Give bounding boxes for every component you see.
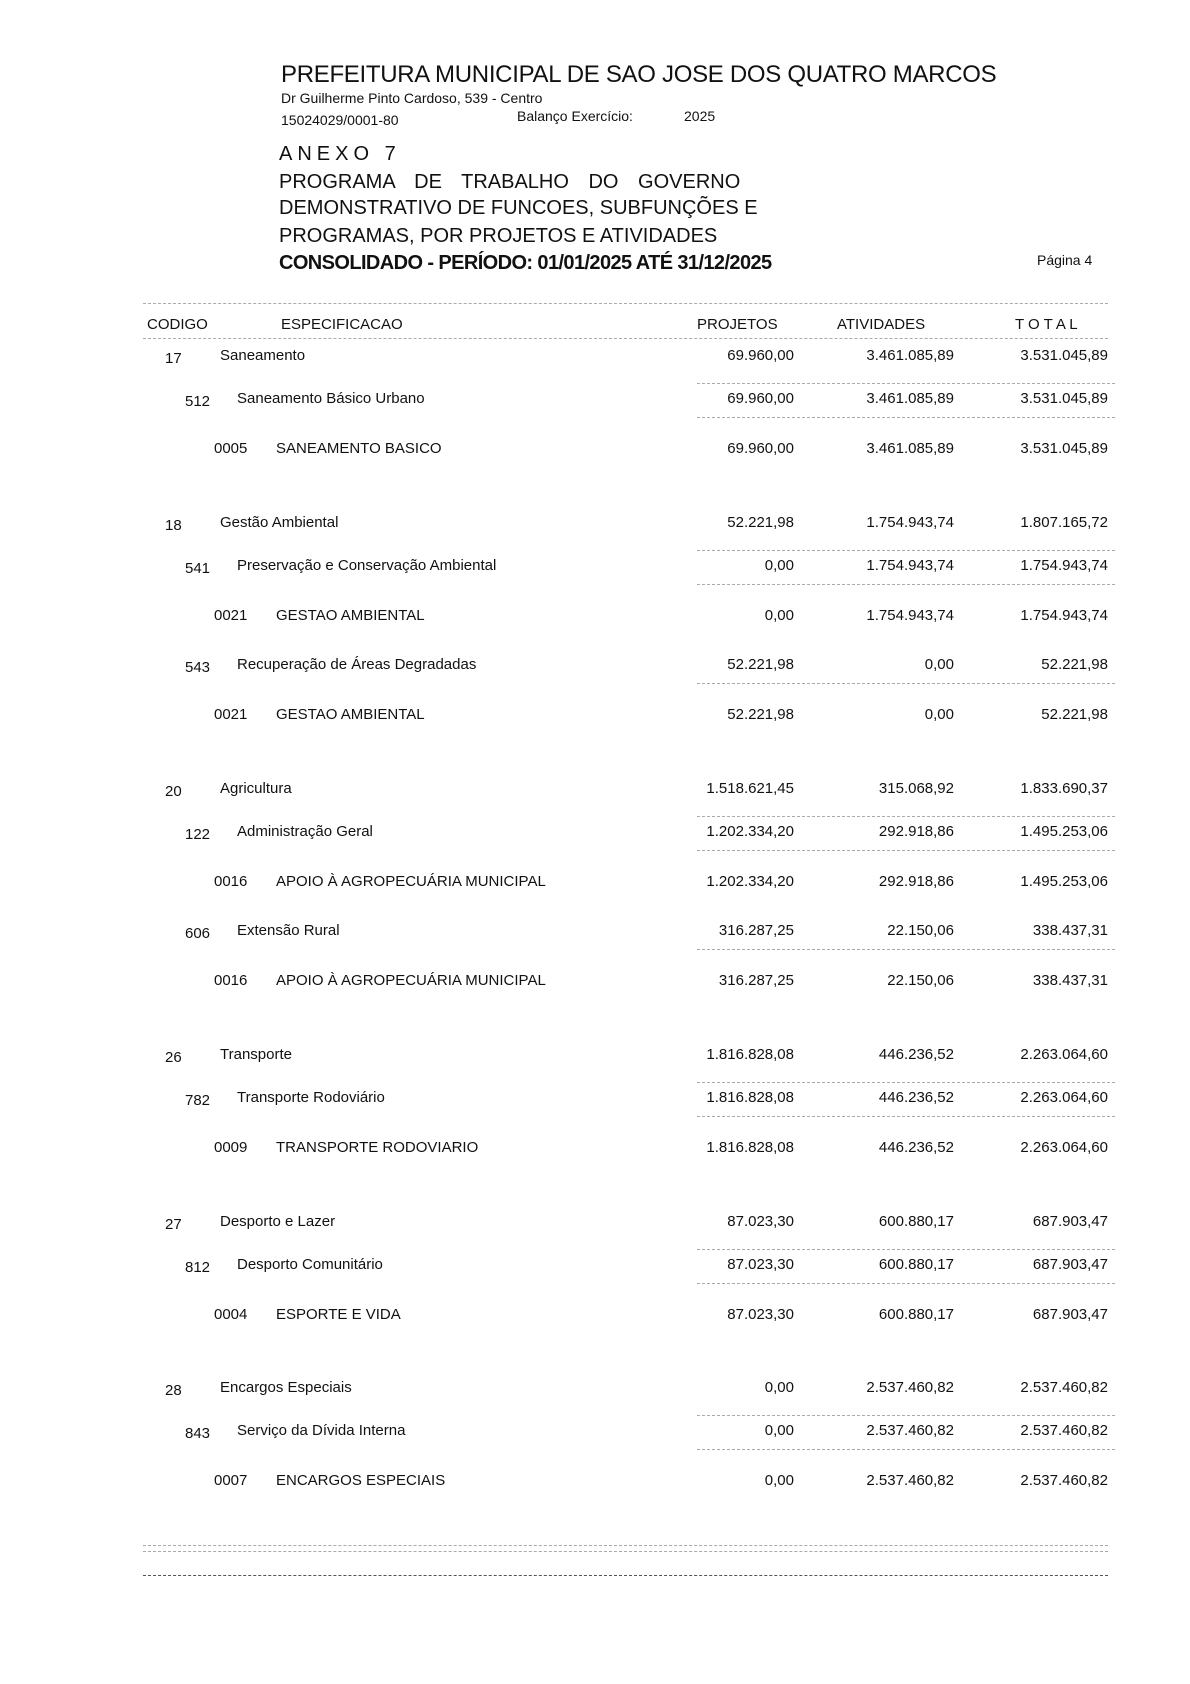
function-projetos: 1.816.828,08 — [706, 1046, 794, 1063]
subfunction-total: 52.221,98 — [1041, 656, 1108, 673]
subfunction-total: 1.495.253,06 — [1020, 823, 1108, 840]
header-top-divider — [143, 303, 1108, 304]
program-name: GESTAO AMBIENTAL — [276, 607, 425, 624]
program-projetos: 87.023,30 — [727, 1306, 794, 1323]
subfunction-total: 1.754.943,74 — [1020, 557, 1108, 574]
subfunction-total: 338.437,31 — [1032, 922, 1108, 939]
subfunction-divider — [697, 850, 1115, 851]
footer-divider-3 — [143, 1575, 1108, 1576]
function-divider — [697, 1082, 1115, 1083]
program-code: 0016 — [214, 972, 248, 989]
program-projetos: 0,00 — [764, 1472, 794, 1489]
function-total: 1.833.690,37 — [1020, 780, 1108, 797]
function-name: Transporte — [220, 1046, 292, 1063]
subfunction-atividades: 22.150,06 — [887, 922, 954, 939]
program-projetos: 316.287,25 — [718, 972, 794, 989]
program-total: 3.531.045,89 — [1020, 440, 1108, 457]
function-total: 687.903,47 — [1032, 1213, 1108, 1230]
subfunction-atividades: 292.918,86 — [878, 823, 954, 840]
function-code: 18 — [165, 517, 182, 534]
function-divider — [697, 1415, 1115, 1416]
subfunction-atividades: 1.754.943,74 — [866, 557, 954, 574]
subfunction-total: 2.537.460,82 — [1020, 1422, 1108, 1439]
program-title-line2: DEMONSTRATIVO DE FUNCOES, SUBFUNÇÕES E — [279, 197, 758, 219]
subfunction-name: Serviço da Dívida Interna — [237, 1422, 406, 1439]
program-atividades: 1.754.943,74 — [866, 607, 954, 624]
program-code: 0004 — [214, 1306, 248, 1323]
subfunction-code: 843 — [185, 1425, 211, 1442]
subfunction-atividades: 446.236,52 — [878, 1089, 954, 1106]
subfunction-projetos: 316.287,25 — [718, 922, 794, 939]
subfunction-projetos: 1.816.828,08 — [706, 1089, 794, 1106]
function-divider — [697, 816, 1115, 817]
function-code: 20 — [165, 783, 182, 800]
program-atividades: 446.236,52 — [878, 1139, 954, 1156]
footer-divider-2 — [143, 1551, 1108, 1552]
subfunction-atividades: 2.537.460,82 — [866, 1422, 954, 1439]
program-projetos: 1.816.828,08 — [706, 1139, 794, 1156]
function-atividades: 1.754.943,74 — [866, 514, 954, 531]
subfunction-atividades: 0,00 — [924, 656, 954, 673]
program-atividades: 600.880,17 — [878, 1306, 954, 1323]
program-name: APOIO À AGROPECUÁRIA MUNICIPAL — [276, 873, 546, 890]
program-code: 0009 — [214, 1139, 248, 1156]
header-bottom-divider — [143, 338, 1108, 339]
function-atividades: 315.068,92 — [878, 780, 954, 797]
program-total: 1.495.253,06 — [1020, 873, 1108, 890]
subfunction-code: 812 — [185, 1259, 211, 1276]
function-name: Gestão Ambiental — [220, 514, 339, 531]
page-number: Página 4 — [1037, 252, 1093, 268]
consolidated-period: CONSOLIDADO - PERÍODO: 01/01/2025 ATÉ 31/12/2025 — [279, 252, 772, 274]
function-divider — [697, 550, 1115, 551]
col-header-codigo: CODIGO — [147, 316, 208, 333]
program-total: 1.754.943,74 — [1020, 607, 1108, 624]
program-name: ESPORTE E VIDA — [276, 1306, 401, 1323]
function-total: 3.531.045,89 — [1020, 347, 1108, 364]
subfunction-divider — [697, 584, 1115, 585]
program-name: ENCARGOS ESPECIAIS — [276, 1472, 446, 1489]
program-atividades: 292.918,86 — [878, 873, 954, 890]
subfunction-divider — [697, 417, 1115, 418]
program-projetos: 0,00 — [764, 607, 794, 624]
subfunction-projetos: 1.202.334,20 — [706, 823, 794, 840]
function-name: Agricultura — [220, 780, 292, 797]
function-code: 27 — [165, 1216, 182, 1233]
program-code: 0005 — [214, 440, 248, 457]
balanco-label: Balanço Exercício: — [517, 108, 633, 124]
function-projetos: 69.960,00 — [727, 347, 794, 364]
program-code: 0021 — [214, 706, 248, 723]
subfunction-divider — [697, 1283, 1115, 1284]
subfunction-total: 3.531.045,89 — [1020, 390, 1108, 407]
program-name: APOIO À AGROPECUÁRIA MUNICIPAL — [276, 972, 546, 989]
function-name: Encargos Especiais — [220, 1379, 352, 1396]
function-code: 17 — [165, 350, 182, 367]
program-name: SANEAMENTO BASICO — [276, 440, 442, 457]
subfunction-divider — [697, 1449, 1115, 1450]
program-name: TRANSPORTE RODOVIARIO — [276, 1139, 479, 1156]
subfunction-projetos: 0,00 — [764, 557, 794, 574]
program-projetos: 52.221,98 — [727, 706, 794, 723]
subfunction-name: Extensão Rural — [237, 922, 340, 939]
subfunction-divider — [697, 949, 1115, 950]
program-code: 0021 — [214, 607, 248, 624]
program-title-line1: PROGRAMA DE TRABALHO DO GOVERNO — [279, 171, 741, 193]
subfunction-name: Preservação e Conservação Ambiental — [237, 557, 497, 574]
subfunction-code: 606 — [185, 925, 211, 942]
function-projetos: 52.221,98 — [727, 514, 794, 531]
program-name: GESTAO AMBIENTAL — [276, 706, 425, 723]
program-total: 338.437,31 — [1032, 972, 1108, 989]
function-name: Saneamento — [220, 347, 306, 364]
function-total: 1.807.165,72 — [1020, 514, 1108, 531]
program-projetos: 1.202.334,20 — [706, 873, 794, 890]
subfunction-atividades: 600.880,17 — [878, 1256, 954, 1273]
program-atividades: 22.150,06 — [887, 972, 954, 989]
function-projetos: 1.518.621,45 — [706, 780, 794, 797]
col-header-projetos: PROJETOS — [697, 316, 778, 333]
subfunction-projetos: 52.221,98 — [727, 656, 794, 673]
program-code: 0016 — [214, 873, 248, 890]
subfunction-name: Desporto Comunitário — [237, 1256, 383, 1273]
function-projetos: 87.023,30 — [727, 1213, 794, 1230]
subfunction-projetos: 0,00 — [764, 1422, 794, 1439]
subfunction-atividades: 3.461.085,89 — [866, 390, 954, 407]
function-code: 26 — [165, 1049, 182, 1066]
program-total: 687.903,47 — [1032, 1306, 1108, 1323]
program-projetos: 69.960,00 — [727, 440, 794, 457]
subfunction-projetos: 87.023,30 — [727, 1256, 794, 1273]
subfunction-code: 543 — [185, 659, 211, 676]
program-atividades: 2.537.460,82 — [866, 1472, 954, 1489]
function-atividades: 446.236,52 — [878, 1046, 954, 1063]
function-atividades: 2.537.460,82 — [866, 1379, 954, 1396]
subfunction-name: Transporte Rodoviário — [237, 1089, 385, 1106]
function-code: 28 — [165, 1382, 182, 1399]
anexo-title: ANEXO 7 — [279, 143, 401, 165]
subfunction-name: Saneamento Básico Urbano — [237, 390, 425, 407]
footer-divider-1 — [143, 1545, 1108, 1546]
function-divider — [697, 1249, 1115, 1250]
program-total: 2.263.064,60 — [1020, 1139, 1108, 1156]
col-header-atividades: ATIVIDADES — [837, 316, 926, 333]
subfunction-code: 122 — [185, 826, 211, 843]
col-header-total: T O T A L — [1015, 316, 1078, 333]
subfunction-code: 782 — [185, 1092, 211, 1109]
subfunction-total: 2.263.064,60 — [1020, 1089, 1108, 1106]
program-title-line3: PROGRAMAS, POR PROJETOS E ATIVIDADES — [279, 225, 718, 247]
subfunction-code: 512 — [185, 393, 211, 410]
subfunction-code: 541 — [185, 560, 211, 577]
subfunction-name: Administração Geral — [237, 823, 373, 840]
function-name: Desporto e Lazer — [220, 1213, 336, 1230]
col-header-especificacao: ESPECIFICACAO — [281, 316, 403, 333]
subfunction-divider — [697, 683, 1115, 684]
function-total: 2.263.064,60 — [1020, 1046, 1108, 1063]
program-atividades: 0,00 — [924, 706, 954, 723]
function-total: 2.537.460,82 — [1020, 1379, 1108, 1396]
subfunction-name: Recuperação de Áreas Degradadas — [237, 656, 477, 673]
entity-title: PREFEITURA MUNICIPAL DE SAO JOSE DOS QUATRO MARCOS — [281, 61, 997, 88]
program-total: 52.221,98 — [1041, 706, 1108, 723]
entity-address: Dr Guilherme Pinto Cardoso, 539 - Centro — [281, 90, 543, 106]
subfunction-divider — [697, 1116, 1115, 1117]
function-divider — [697, 383, 1115, 384]
function-atividades: 3.461.085,89 — [866, 347, 954, 364]
program-atividades: 3.461.085,89 — [866, 440, 954, 457]
subfunction-projetos: 69.960,00 — [727, 390, 794, 407]
program-code: 0007 — [214, 1472, 248, 1489]
function-atividades: 600.880,17 — [878, 1213, 954, 1230]
exercise-year: 2025 — [684, 108, 716, 124]
program-total: 2.537.460,82 — [1020, 1472, 1108, 1489]
function-projetos: 0,00 — [764, 1379, 794, 1396]
entity-cnpj: 15024029/0001-80 — [281, 112, 399, 128]
subfunction-total: 687.903,47 — [1032, 1256, 1108, 1273]
